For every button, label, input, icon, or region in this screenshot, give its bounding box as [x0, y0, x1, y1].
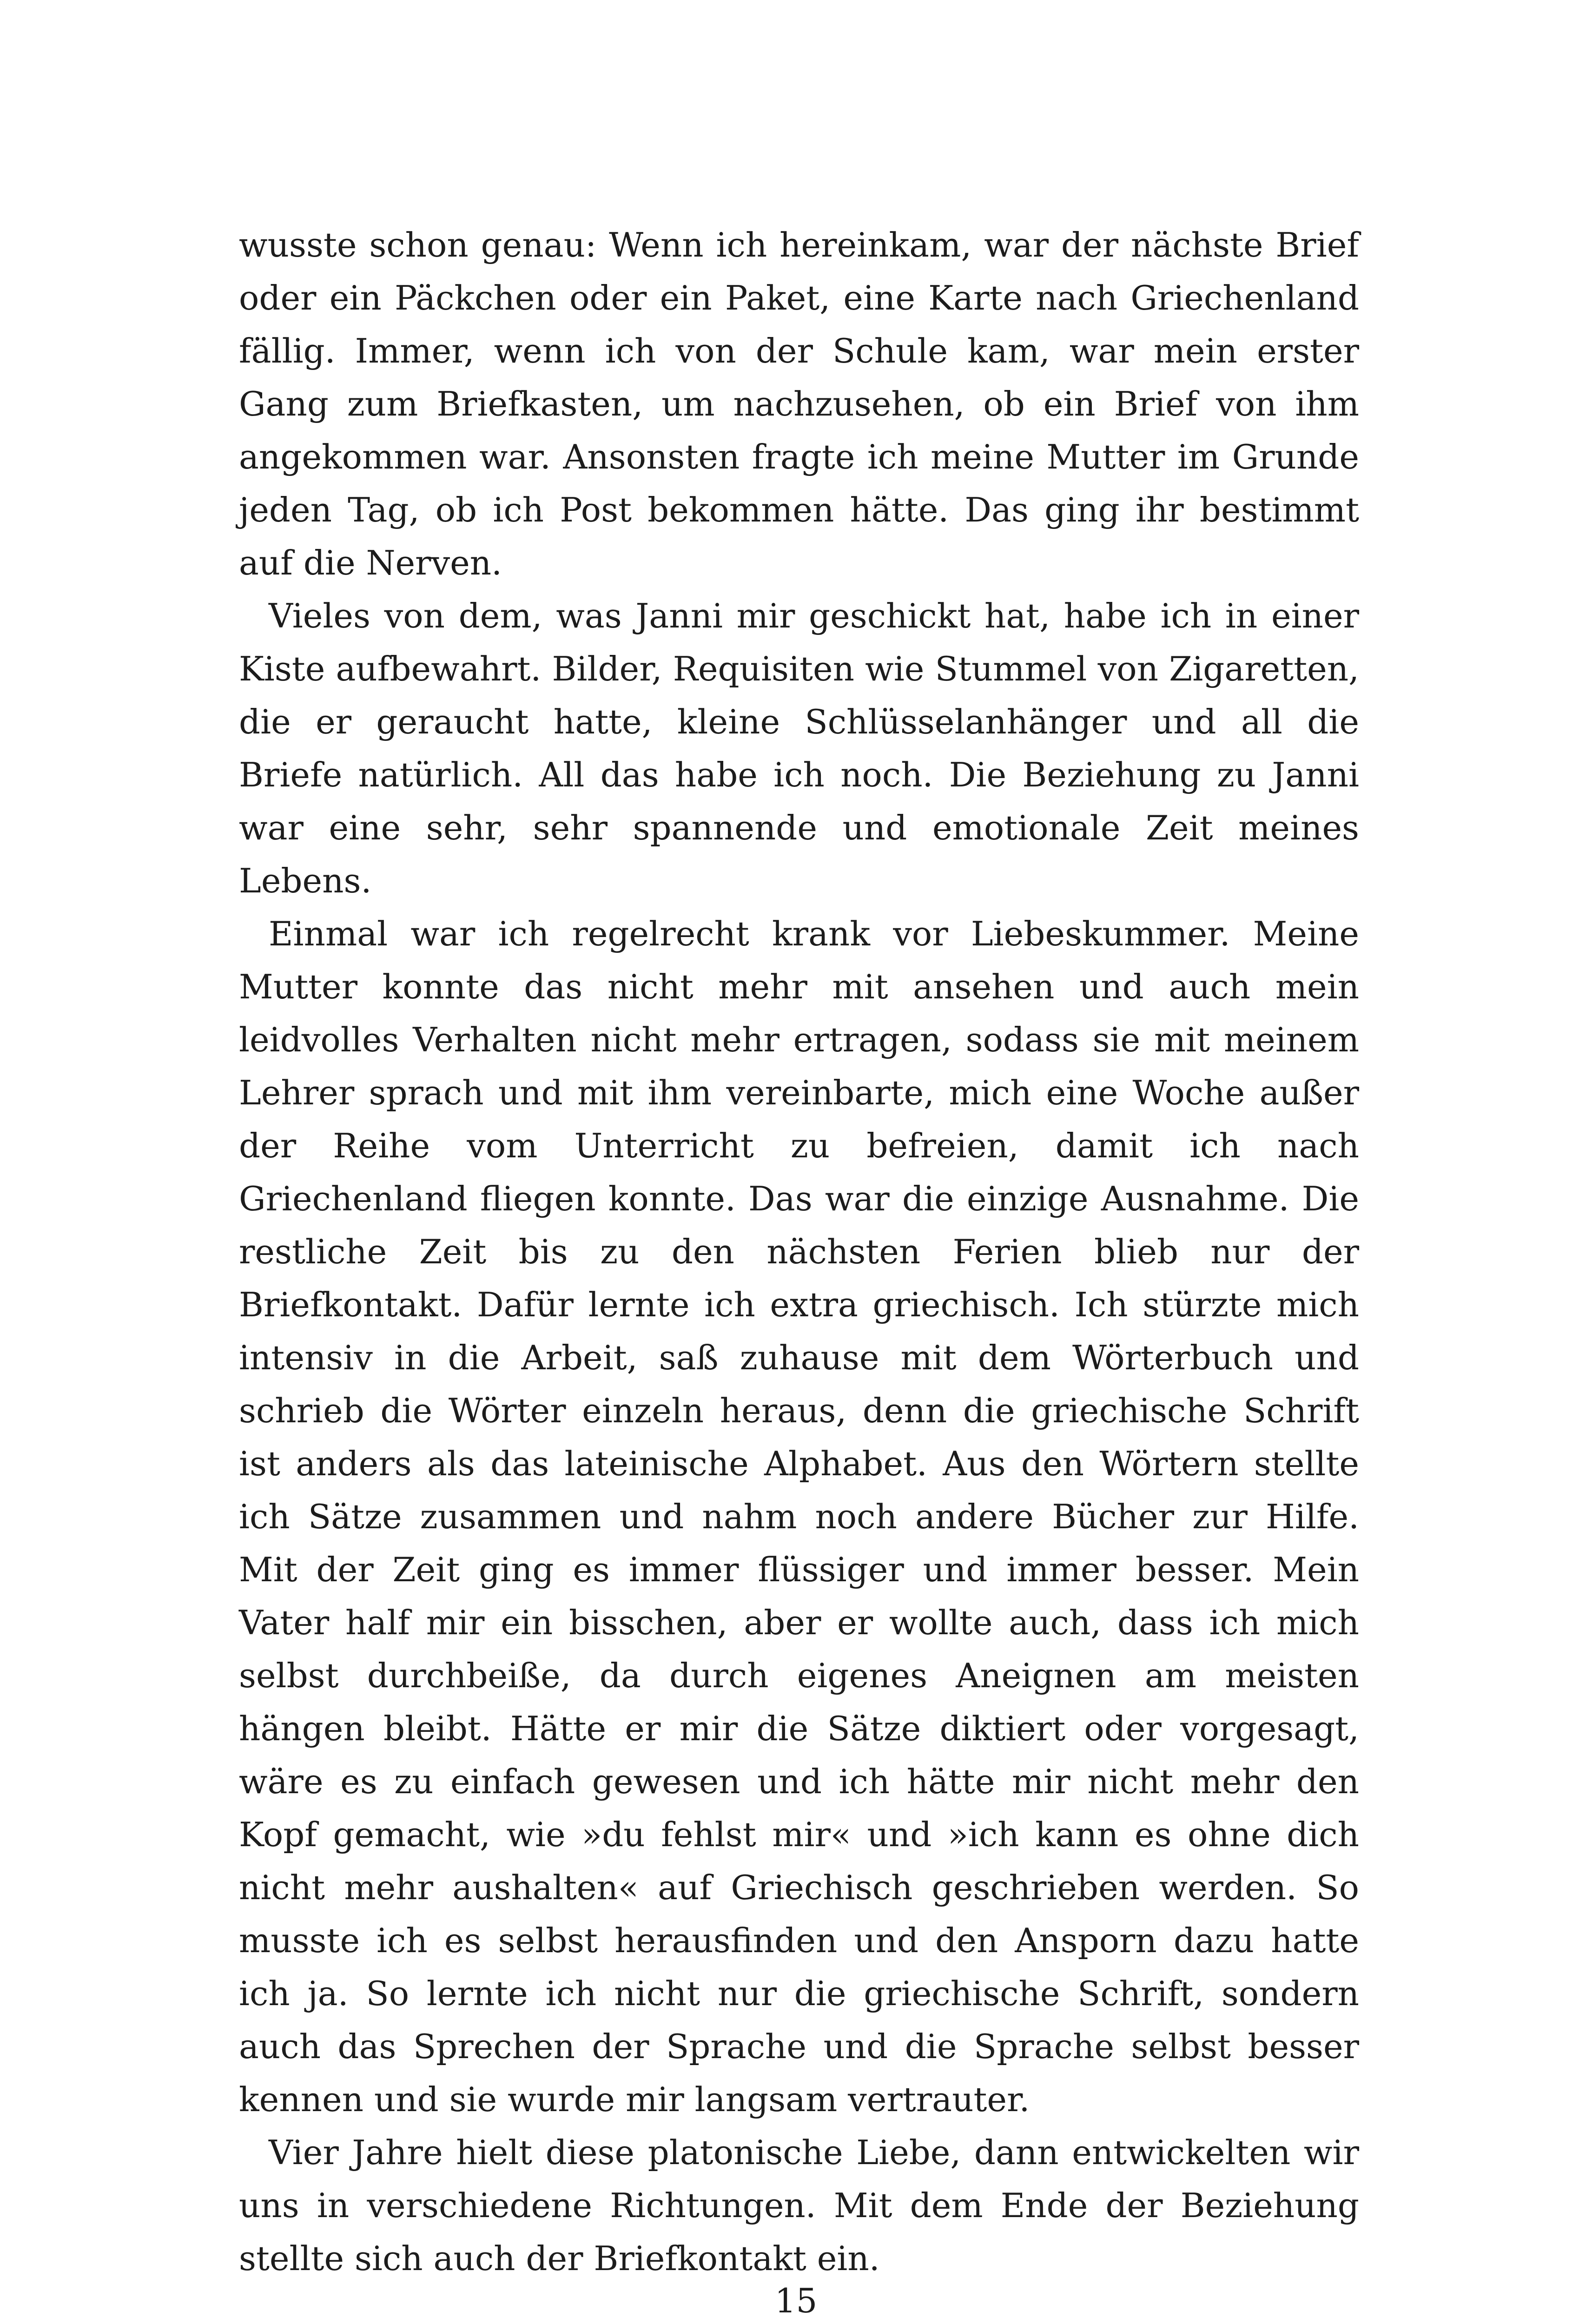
page-number: 15	[774, 2281, 818, 2320]
paragraph-1: wusste schon genau: Wenn ich hereinkam, war der nächste Brief oder ein Päckchen oder ein Paket, eine Karte nach Griechenland fällig. Immer, wenn ich von der Schule kam, war mein erster Gang zum Briefkasten, um nachzusehen, ob ein Brief von ihm angekommen war. Ansonsten fragte ich meine Mutter im Grunde jeden Tag, ob ich Post bekommen hätte. Das ging ihr bestimmt auf die Nerven.	[239, 225, 1359, 582]
paragraph-2: Vieles von dem, was Janni mir geschickt hat, habe ich in einer Kiste aufbewahrt. Bilder, Requisiten wie Stummel von Zigaretten, die er geraucht hatte, kleine Schlüsselanhänger und all die Briefe natürlich. All das habe ich noch. Die Beziehung zu Janni war eine sehr, sehr spannende und emotionale Zeit meines Lebens.	[239, 596, 1359, 900]
paragraph-4: Vier Jahre hielt diese platonische Liebe, dann entwickelten wir uns in verschiedene Richtungen. Mit dem Ende der Beziehung stellte sich auch der Briefkontakt ein.	[239, 2133, 1359, 2278]
paragraph-3: Einmal war ich regelrecht krank vor Liebeskummer. Meine Mutter konnte das nicht mehr mit ansehen und auch mein leidvolles Verhalten nicht mehr ertragen, sodass sie mit meinem Lehrer sprach und mit ihm vereinbarte, mich eine Woche außer der Reihe vom Unterricht zu befreien, damit ich nach Griechenland fliegen konnte. Das war die einzige Ausnahme. Die restliche Zeit bis zu den nächsten Ferien blieb nur der Briefkontakt. Dafür lernte ich extra griechisch. Ich stürzte mich intensiv in die Arbeit, saß zuhause mit dem Wörterbuch und schrieb die Wörter einzeln heraus, denn die griechische Schrift ist anders als das lateinische Alphabet. Aus den Wörtern stellte ich Sätze zusammen und nahm noch andere Bücher zur Hilfe. Mit der Zeit ging es immer flüssiger und immer besser. Mein Vater half mir ein bisschen, aber er wollte auch, dass ich mich selbst durchbeiße, da durch eigenes Aneignen am meisten hängen bleibt. Hätte er mir die Sätze diktiert oder vorgesagt, wäre es zu einfach gewesen und ich hätte mir nicht mehr den Kopf gemacht, wie »du fehlst mir« und »ich kann es ohne dich nicht mehr aushalten« auf Griechisch geschrieben werden. So musste ich es selbst herausfinden und den Ansporn dazu hatte ich ja. So lernte ich nicht nur die griechische Schrift, sondern auch das Sprechen der Sprache und die Sprache selbst besser kennen und sie wurde mir langsam vertrauter.	[239, 914, 1359, 2119]
body-text	[239, 218, 1359, 2285]
